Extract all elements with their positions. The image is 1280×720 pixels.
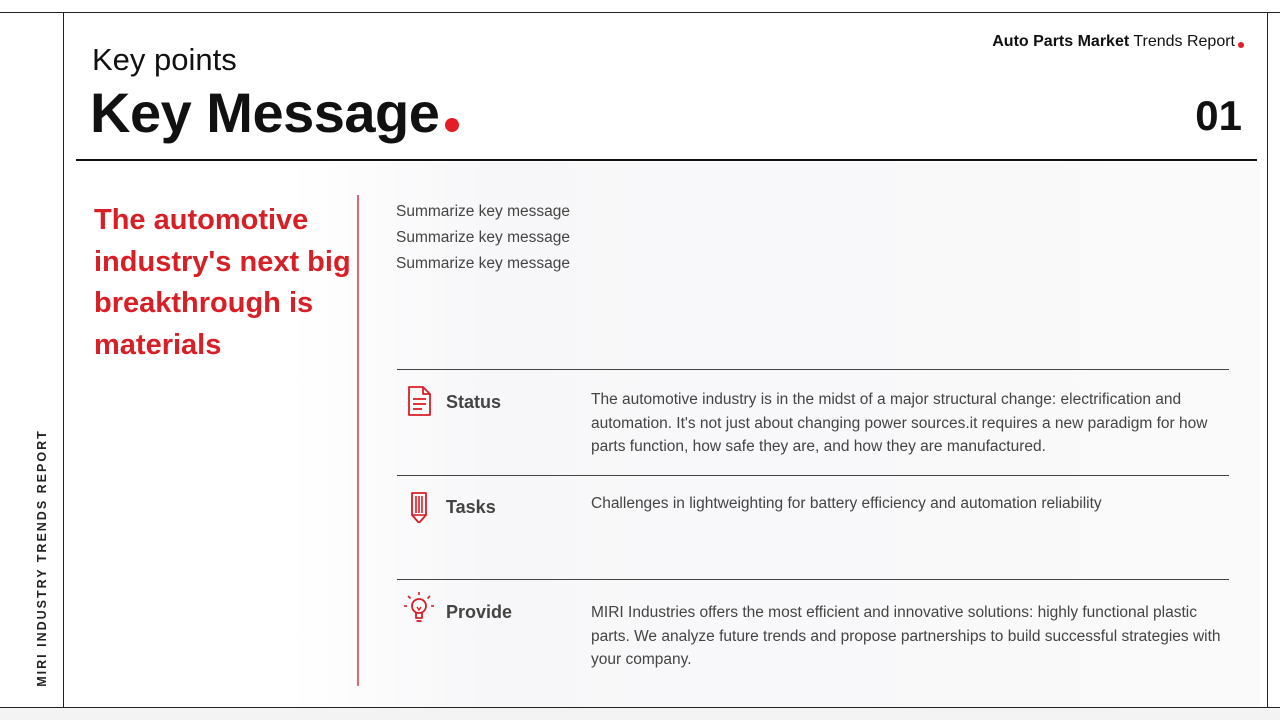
row-divider [397, 369, 1229, 370]
title-accent-dot [445, 118, 459, 132]
row-text-provide: MIRI Industries offers the most efficient and innovative solutions: highly functional plastic parts. We analyze future trends and propose partnerships to build successful strategies with your company. [591, 604, 1221, 668]
row-divider [397, 475, 1229, 476]
page-title-text: Key Message [90, 81, 440, 144]
row-label-tasks: Tasks [446, 497, 496, 517]
statement-divider [357, 195, 359, 686]
side-report-label: MIRI INDUSTRY TRENDS REPORT [35, 429, 49, 687]
accent-dot [1238, 42, 1244, 48]
report-title-bold: Auto Parts Market [992, 33, 1130, 50]
row-label-provide: Provide [446, 602, 513, 622]
page-kicker: Key points [92, 42, 237, 77]
bottom-strip [0, 708, 1280, 720]
key-statement: The automotive industry's next big breakthrough is materials [94, 204, 351, 361]
page-title [90, 80, 459, 145]
frame-top-line [0, 12, 1280, 13]
row-text-tasks: Challenges in lightweighting for battery efficiency and automation reliability [591, 495, 1102, 512]
document-icon [403, 385, 435, 417]
lightbulb-icon [403, 591, 435, 623]
summary-list [396, 199, 570, 277]
frame-right-line [1267, 12, 1268, 708]
frame-left-line [63, 12, 64, 708]
pencil-icon [403, 491, 435, 523]
header-divider [76, 159, 1257, 161]
summary-item: Summarize key message [396, 203, 571, 220]
row-text-status: The automotive industry is in the midst of a major structural change: electrification and automation. It's not just about changing power sources.it requires a new paradigm for how parts function, how safe they are, and how they are manufactured. [591, 391, 1208, 455]
page-number: 01 [1195, 92, 1242, 139]
row-label-status: Status [446, 392, 502, 412]
summary-item: Summarize key message [396, 229, 571, 246]
row-divider [397, 579, 1229, 580]
report-title [992, 33, 1244, 51]
report-title-rest: Trends Report [1129, 33, 1235, 50]
summary-item: Summarize key message [396, 255, 571, 272]
